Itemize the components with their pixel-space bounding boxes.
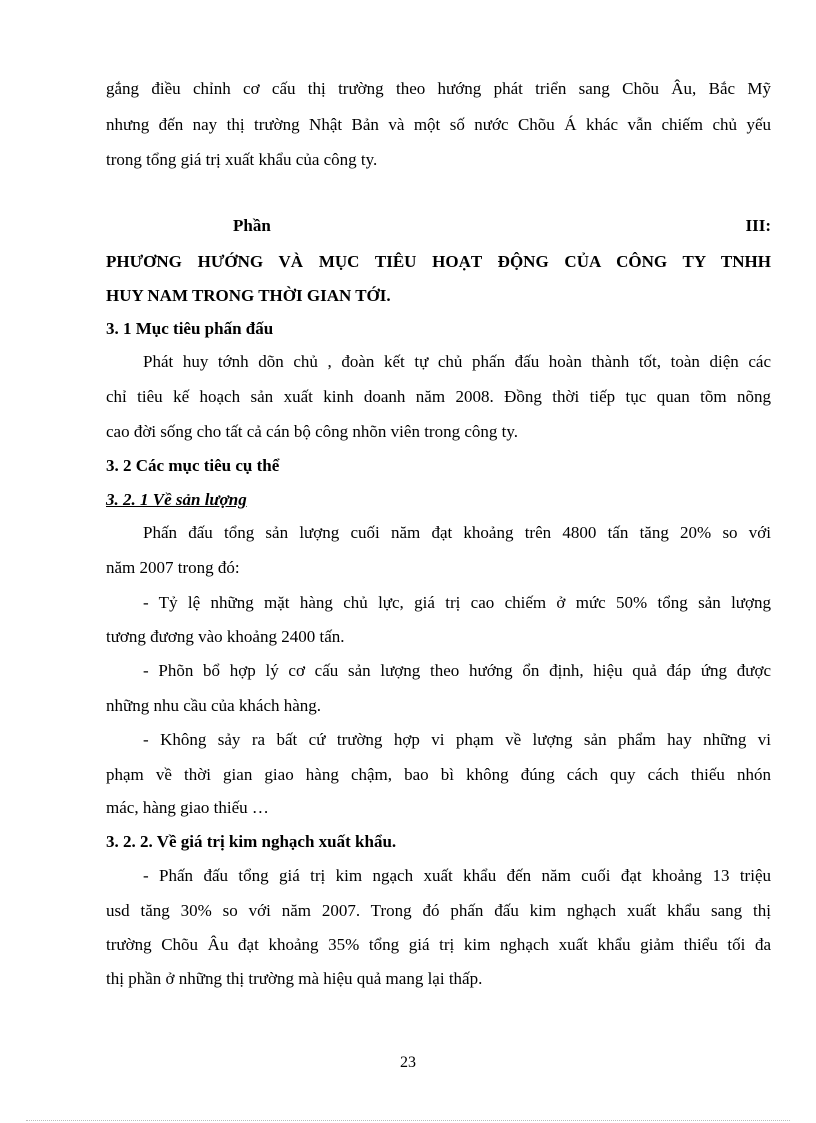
- section-3-2-1-p1-line-1: Phấn đấu tổng sản lượng cuối năm đạt khoảng trên 4800 tấn tăng 20% so với: [143, 523, 771, 542]
- section-3-2-1-p4-line-3: mác, hàng giao thiếu …: [106, 798, 269, 817]
- section-3-1-line-2: chỉ tiêu kế hoạch sản xuất kinh doanh năm 2008. Đồng thời tiếp tục quan tõm nõng: [106, 387, 771, 406]
- section-3-2-1-p4-line-1: - Không sảy ra bất cứ trường hợp vi phạm về lượng sản phẩm hay những vi: [143, 730, 771, 749]
- part-title-line-1: PHƯƠNG HƯỚNG VÀ MỤC TIÊU HOẠT ĐỘNG CỦA CÔNG TY TNHH: [106, 252, 771, 271]
- section-3-2-2-line-1: - Phấn đấu tổng giá trị kim ngạch xuất khẩu đến năm cuối đạt khoảng 13 triệu: [143, 866, 771, 885]
- section-3-2-2-line-3: trường Chõu Âu đạt khoảng 35% tổng giá trị kim nghạch xuất khẩu giảm thiểu tối đa: [106, 935, 771, 954]
- section-3-2-1-p4-line-2: phạm về thời gian giao hàng chậm, bao bì không đúng cách quy cách thiếu nhón: [106, 765, 771, 784]
- part-heading-number: III:: [745, 216, 771, 235]
- section-3-2-1-p2-line-2: tương đương vào khoảng 2400 tấn.: [106, 627, 345, 646]
- section-3-2-2-heading: 3. 2. 2. Về giá trị kim nghạch xuất khẩu.: [106, 832, 397, 851]
- section-3-2-1-p3-line-1: - Phõn bổ hợp lý cơ cấu sản lượng theo hướng ổn định, hiệu quả đáp ứng được: [143, 661, 771, 680]
- section-3-1-heading: 3. 1 Mục tiêu phấn đấu: [106, 319, 274, 338]
- section-3-1-line-3: cao đời sống cho tất cả cán bộ công nhõn viên trong công ty.: [106, 422, 519, 441]
- section-3-2-1-heading: 3. 2. 1 Về sản lượng: [106, 490, 247, 509]
- intro-line-2: nhưng đến nay thị trường Nhật Bản và một số nước Chõu Á khác vẫn chiếm chủ yếu: [106, 115, 771, 134]
- page-number: 23: [400, 1054, 416, 1071]
- section-3-2-2-line-2: usd tăng 30% so với năm 2007. Trong đó phấn đấu kim nghạch xuất khẩu sang thị: [106, 901, 771, 920]
- section-3-2-1-p2-line-1: - Tỷ lệ những mặt hàng chủ lực, giá trị cao chiếm ở mức 50% tổng sản lượng: [143, 593, 771, 612]
- section-3-2-1-p1-line-2: năm 2007 trong đó:: [106, 558, 240, 577]
- part-heading-word: Phần: [233, 216, 271, 235]
- intro-line-1: gắng điều chỉnh cơ cấu thị trường theo hướng phát triển sang Chõu Âu, Bắc Mỹ: [106, 79, 771, 98]
- part-title-line-2: HUY NAM TRONG THỜI GIAN TỚI.: [106, 286, 391, 305]
- section-3-1-line-1: Phát huy tớnh dõn chủ , đoàn kết tự chủ phấn đấu hoàn thành tốt, toàn diện các: [143, 352, 771, 371]
- page-bottom-divider: [26, 1120, 790, 1121]
- section-3-2-heading: 3. 2 Các mục tiêu cụ thể: [106, 456, 280, 475]
- intro-line-3: trong tổng giá trị xuất khẩu của công ty.: [106, 150, 378, 169]
- section-3-2-2-line-4: thị phần ở những thị trường mà hiệu quả mang lại thấp.: [106, 969, 483, 988]
- section-3-2-1-p3-line-2: những nhu cầu của khách hàng.: [106, 696, 322, 715]
- section-3-2-1-heading-row: [106, 489, 771, 511]
